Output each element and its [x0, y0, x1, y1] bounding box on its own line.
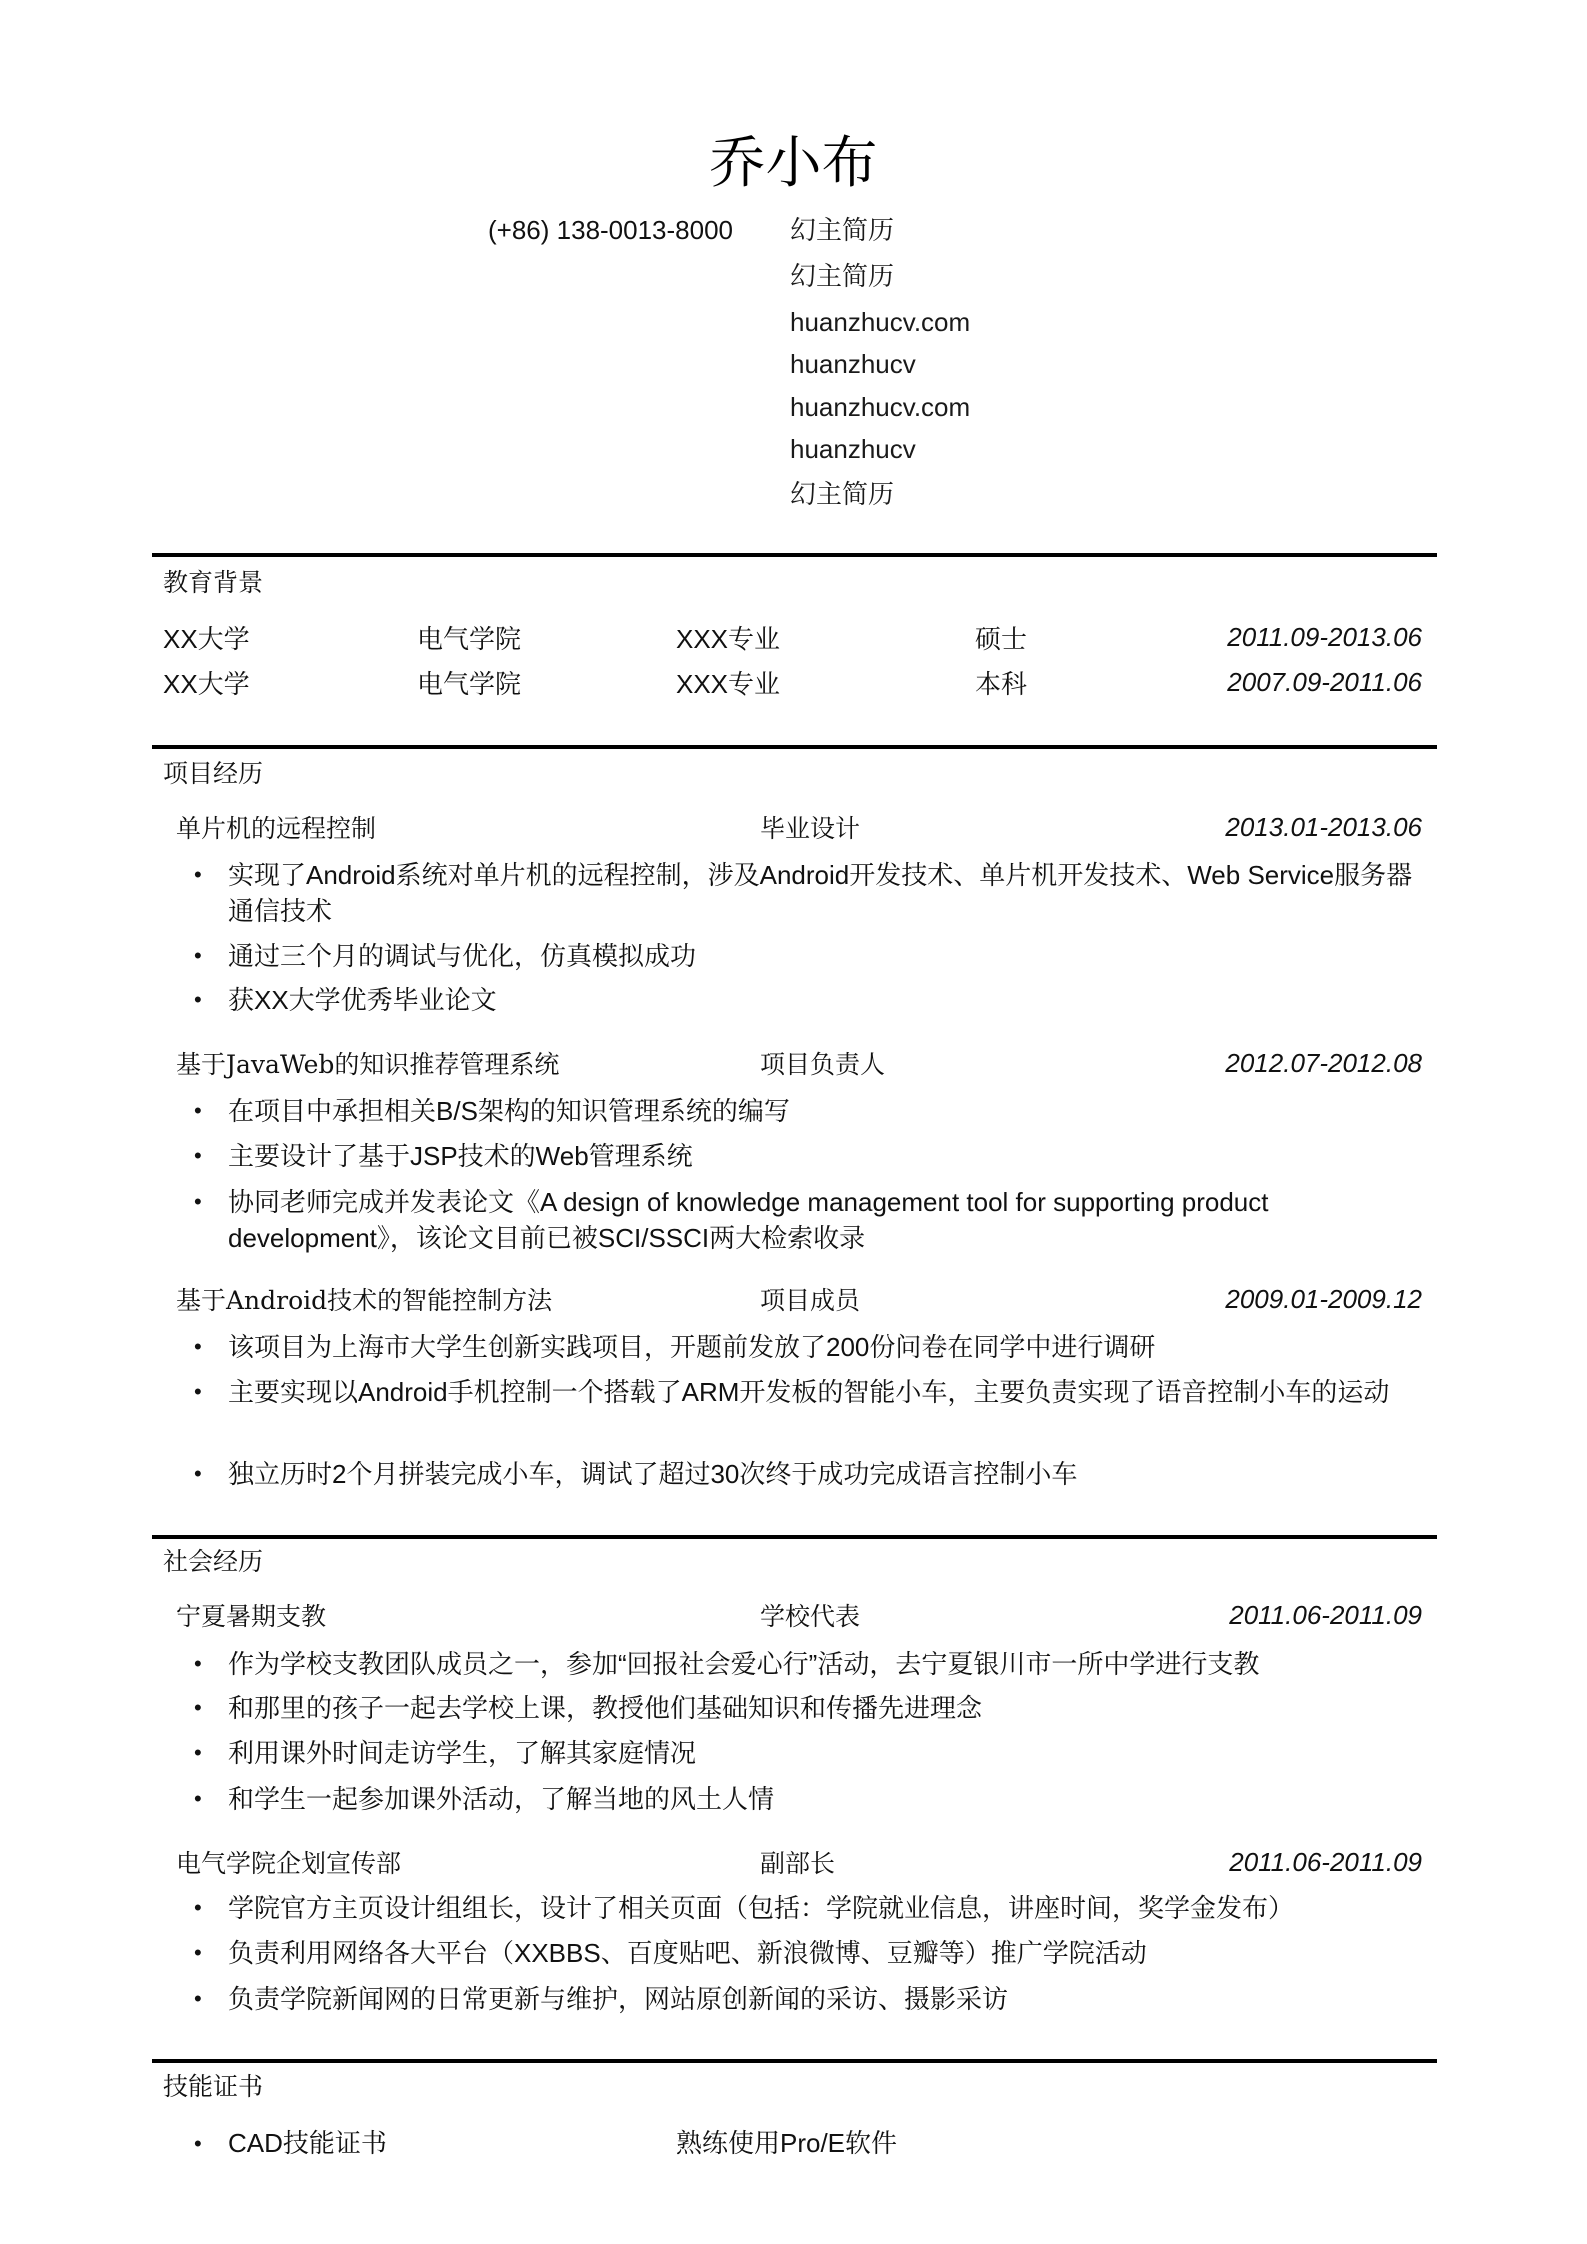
activity-name: 宁夏暑期支教: [176, 1602, 327, 1631]
bullet-icon: •: [194, 1143, 202, 1168]
activity-role: 学校代表: [760, 1602, 861, 1631]
phone-number: (+86) 138-0013-8000: [488, 215, 734, 245]
bullet-text: 和学生一起参加课外活动，了解当地的风土人情: [228, 1784, 775, 1814]
date-range: 2009.01-2009.12: [1225, 1284, 1422, 1314]
project-role: 毕业设计: [760, 814, 861, 843]
date-range: 2011.06-2011.09: [1229, 1600, 1422, 1630]
bullet-icon: •: [194, 1461, 202, 1486]
contact-website[interactable]: huanzhucv.com: [790, 307, 971, 337]
bullet-icon: •: [194, 1695, 202, 1720]
school: XX大学: [163, 669, 250, 699]
major: XXX专业: [676, 669, 781, 699]
bullet-text: 负责学院新闻网的日常更新与维护，网站原创新闻的采访、摄影采访: [228, 1984, 1009, 2014]
bullet-icon: •: [194, 1189, 202, 1214]
contact-line: 幻主简历: [790, 215, 895, 245]
date-range: 2011.09-2013.06: [1227, 622, 1422, 652]
bullet-text: 主要实现以Android手机控制一个搭载了ARM开发板的智能小车，主要负责实现了语音控制小车的运动: [228, 1377, 1390, 1407]
date-range: 2013.01-2013.06: [1225, 812, 1422, 842]
bullet-icon: •: [194, 943, 202, 968]
bullet-text: 在项目中承担相关B/S架构的知识管理系统的编写: [228, 1096, 790, 1126]
section-title-social: 社会经历: [163, 1547, 264, 1576]
bullet-text: 实现了Android系统对单片机的远程控制，涉及Android开发技术、单片机开发技术、Web Service服务器通信技术: [228, 860, 1413, 926]
section-divider: [152, 2059, 1437, 2063]
bullet-text: 协同老师完成并发表论文《A design of knowledge management tool for supporting product development》，该论文目前已被SCI/SSCI两大检索收录: [228, 1187, 1269, 1253]
date-range: 2011.06-2011.09: [1229, 1847, 1422, 1877]
project-role: 项目成员: [760, 1286, 861, 1315]
bullet-text: 获XX大学优秀毕业论文: [228, 985, 497, 1015]
resume-name: 乔小布: [709, 131, 878, 194]
bullet-text: 通过三个月的调试与优化，仿真模拟成功: [228, 941, 697, 971]
project-name: 单片机的远程控制: [176, 814, 377, 843]
activity-role: 副部长: [760, 1849, 836, 1878]
degree: 本科: [975, 669, 1028, 699]
bullet-text: 利用课外时间走访学生，了解其家庭情况: [228, 1738, 697, 1768]
bullet-icon: •: [194, 1098, 202, 1123]
major: XXX专业: [676, 624, 781, 654]
contact-line: huanzhucv: [790, 349, 916, 379]
date-range: 2007.09-2011.06: [1227, 667, 1422, 697]
bullet-icon: •: [194, 987, 202, 1012]
section-divider: [152, 745, 1437, 749]
section-title-skills: 技能证书: [163, 2072, 264, 2101]
section-divider: [152, 1535, 1437, 1539]
bullet-icon: •: [194, 1895, 202, 1920]
activity-name: 电气学院企划宣传部: [176, 1849, 402, 1878]
bullet-text: 负责利用网络各大平台（XXBBS、百度贴吧、新浪微博、豆瓣等）推广学院活动: [228, 1938, 1147, 1968]
skill-item: CAD技能证书: [228, 2128, 387, 2158]
bullet-icon: •: [194, 1740, 202, 1765]
bullet-text: 学院官方主页设计组组长，设计了相关页面（包括：学院就业信息，讲座时间，奖学金发布）: [228, 1893, 1295, 1923]
bullet-icon: •: [194, 1334, 202, 1359]
college: 电气学院: [417, 624, 522, 654]
school: XX大学: [163, 624, 250, 654]
bullet-icon: •: [194, 1379, 202, 1404]
bullet-icon: •: [194, 862, 202, 887]
project-name: 基于Android技术的智能控制方法: [176, 1286, 553, 1315]
section-title-projects: 项目经历: [163, 759, 264, 788]
project-name: 基于JavaWeb的知识推荐管理系统: [176, 1050, 560, 1079]
degree: 硕士: [975, 624, 1028, 654]
bullet-text: 该项目为上海市大学生创新实践项目，开题前发放了200份问卷在同学中进行调研: [228, 1332, 1156, 1362]
contact-line: 幻主简历: [790, 479, 895, 509]
contact-website[interactable]: huanzhucv.com: [790, 392, 971, 422]
college: 电气学院: [417, 669, 522, 699]
section-divider: [152, 553, 1437, 557]
bullet-text: 独立历时2个月拼装完成小车，调试了超过30次终于成功完成语言控制小车: [228, 1459, 1078, 1489]
contact-line: huanzhucv: [790, 434, 916, 464]
bullet-text: 主要设计了基于JSP技术的Web管理系统: [228, 1141, 693, 1171]
bullet-icon: •: [194, 1651, 202, 1676]
section-title-education: 教育背景: [163, 568, 264, 597]
bullet-text: 作为学校支教团队成员之一，参加“回报社会爱心行”活动，去宁夏银川市一所中学进行支教: [228, 1649, 1260, 1679]
project-role: 项目负责人: [760, 1050, 886, 1079]
bullet-icon: •: [194, 2131, 202, 2156]
contact-line: 幻主简历: [790, 261, 895, 291]
date-range: 2012.07-2012.08: [1225, 1048, 1422, 1078]
bullet-text: 和那里的孩子一起去学校上课，教授他们基础知识和传播先进理念: [228, 1693, 983, 1723]
bullet-icon: •: [194, 1986, 202, 2011]
bullet-icon: •: [194, 1786, 202, 1811]
skill-item: 熟练使用Pro/E软件: [676, 2128, 898, 2158]
bullet-icon: •: [194, 1940, 202, 1965]
